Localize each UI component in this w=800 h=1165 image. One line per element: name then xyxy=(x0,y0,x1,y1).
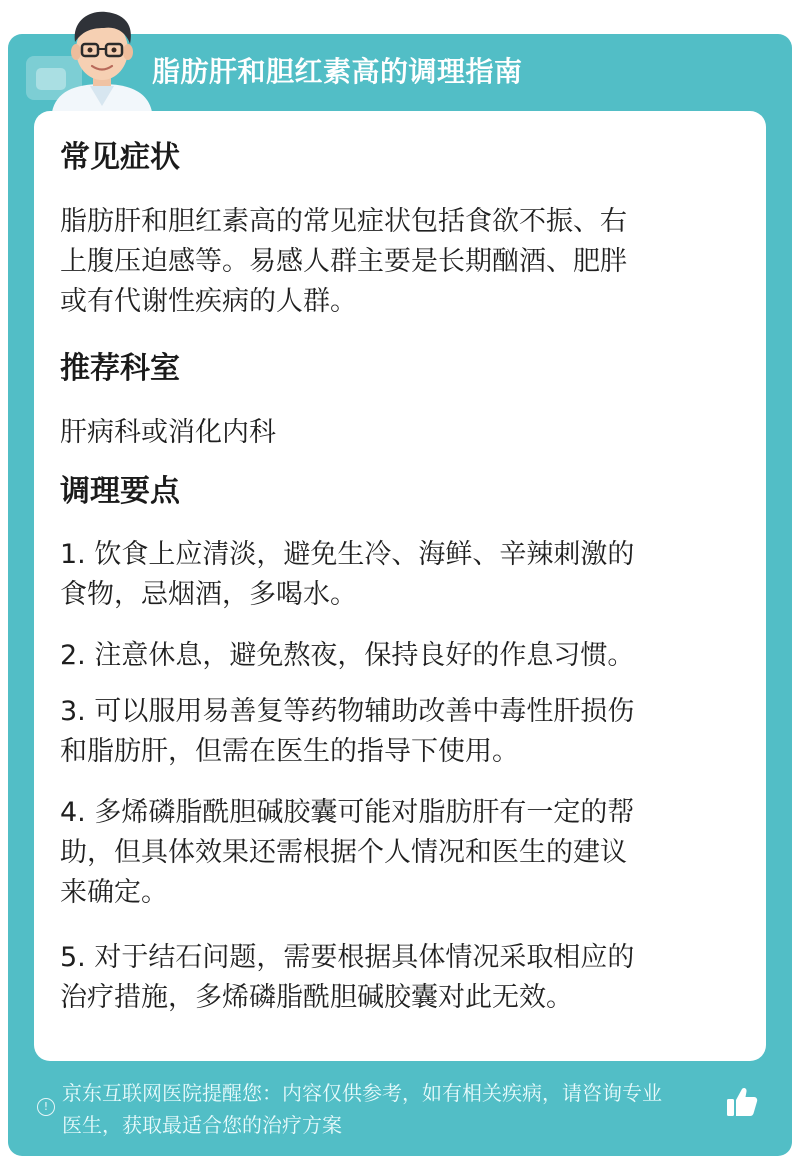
key-point-line: 来确定。 xyxy=(60,877,168,908)
section-title-key-points: 调理要点 xyxy=(60,474,180,509)
thumbs-up-icon[interactable] xyxy=(724,1084,760,1120)
key-point-line: 4. 多烯磷脂酰胆碱胶囊可能对脂肪肝有一定的帮 xyxy=(60,797,635,828)
symptoms-line: 脂肪肝和胆红素高的常见症状包括食欲不振、右 xyxy=(60,206,627,237)
footer-line: 京东互联网医院提醒您：内容仅供参考，如有相关疾病，请咨询专业 xyxy=(62,1081,662,1105)
key-point-item xyxy=(60,535,728,615)
symptoms-text xyxy=(60,202,728,322)
key-point-item xyxy=(60,636,728,676)
section-title-department: 推荐科室 xyxy=(60,351,180,386)
key-point-line: 5. 对于结石问题，需要根据具体情况采取相应的 xyxy=(60,942,635,973)
doctor-avatar xyxy=(46,6,158,112)
key-point-line: 助，但具体效果还需根据个人情况和医生的建议 xyxy=(60,837,627,868)
key-point-line: 1. 饮食上应清淡，避免生冷、海鲜、辛辣刺激的 xyxy=(60,539,635,570)
footer-line: 医生，获取最适合您的治疗方案 xyxy=(62,1113,342,1137)
department-text xyxy=(60,413,728,453)
symptoms-line: 上腹压迫感等。易感人群主要是长期酗酒、肥胖 xyxy=(60,246,627,277)
footer-disclaimer xyxy=(62,1077,726,1141)
info-circle-icon: ! xyxy=(37,1098,55,1116)
key-point-line: 3. 可以服用易善复等药物辅助改善中毒性肝损伤 xyxy=(60,696,635,727)
key-point-line: 食物，忌烟酒，多喝水。 xyxy=(60,579,357,610)
page-title: 脂肪肝和胆红素高的调理指南 xyxy=(152,55,523,88)
key-point-item xyxy=(60,793,728,913)
key-point-line: 和脂肪肝，但需在医生的指导下使用。 xyxy=(60,736,519,767)
key-point-item xyxy=(60,938,728,1018)
department-line: 肝病科或消化内科 xyxy=(60,417,276,448)
symptoms-line: 或有代谢性疾病的人群。 xyxy=(60,286,357,317)
key-point-line: 2. 注意休息，避免熬夜，保持良好的作息习惯。 xyxy=(60,640,635,671)
key-point-item xyxy=(60,692,728,772)
section-title-symptoms: 常见症状 xyxy=(60,140,180,175)
key-point-line: 治疗措施，多烯磷脂酰胆碱胶囊对此无效。 xyxy=(60,982,573,1013)
